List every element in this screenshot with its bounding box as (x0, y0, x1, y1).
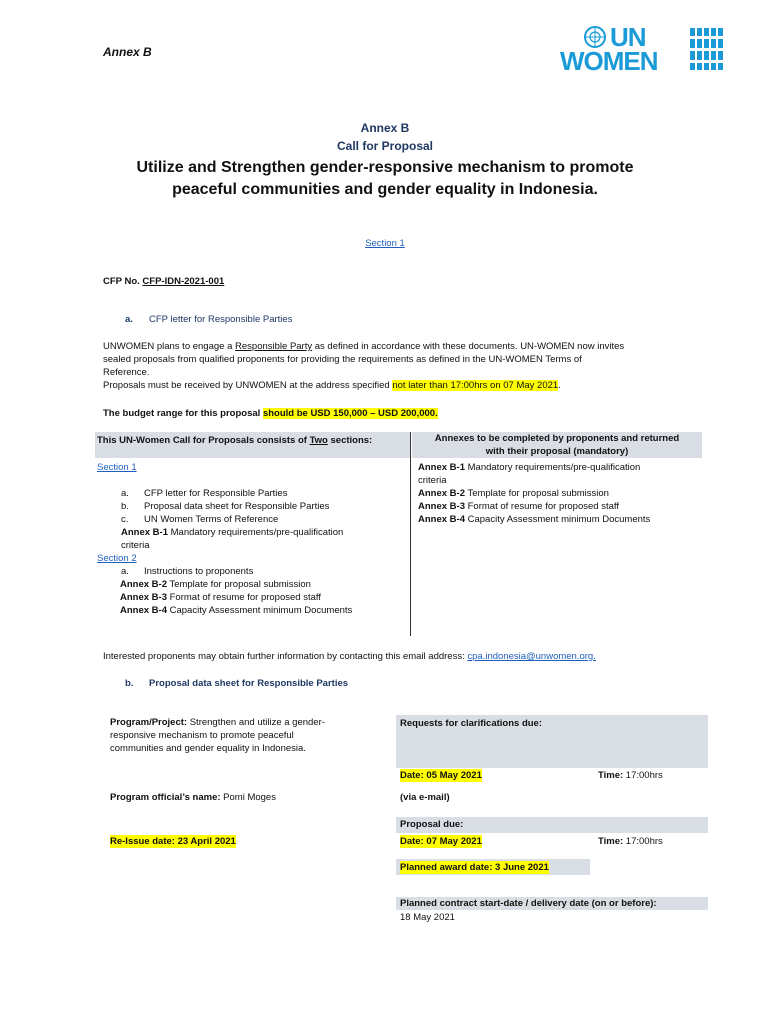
program-project: Program/Project: Strengthen and utilize a gender- responsive mechanism to promote peaceful communities and gender equality in Indonesia. (110, 717, 325, 754)
table-left-column: Section 1 a. CFP letter for Responsible Parties b. Proposal data sheet for Responsible Parties c. UN Women Terms of Reference Annex B-1 Mandatory requirements/pre-qualification criteria Section 2 a. Instructions to proponents Annex B-2 Template for proposal submission Annex B-3 Format of resume for proposed staff Annex B-4 Capacity Assessment minimum Documents (97, 461, 407, 617)
program-official: Program official’s name: Pomi Moges (110, 792, 276, 803)
contract-date-box: Planned contract start-date / delivery date (on or before): (396, 897, 708, 910)
contact-email-link[interactable]: cpa.indonesia@unwomen.org. (467, 651, 596, 662)
deadline-highlight: not later than 17:00hrs on 07 May 2021 (392, 380, 559, 391)
table-right-column: Annex B-1 Mandatory requirements/pre-qualification criteria Annex B-2 Template for proposal submission Annex B-3 Format of resume for proposed staff Annex B-4 Capacity Assessment minimum Documents (418, 461, 700, 526)
via-email: (via e-mail) (400, 792, 450, 803)
un-women-logo (560, 22, 725, 76)
clarifications-time: Time: 17:00hrs (598, 770, 663, 781)
list-item: c. UN Women Terms of Reference (121, 514, 279, 525)
page-title: Utilize and Strengthen gender-responsive mechanism to promote peaceful communities and gender equality in Indonesia. (136, 159, 634, 198)
clarifications-box: Requests for clarifications due: (396, 715, 708, 767)
annex-tag: Annex B (103, 45, 152, 59)
table-left-header: This UN-Women Call for Proposals consists of Two sections: (95, 432, 411, 458)
part-a-marker: a. (125, 314, 133, 325)
cfp-number: CFP No. CFP-IDN-2021-001 (103, 276, 225, 287)
part-b-marker: b. (125, 678, 134, 689)
proposal-due-date: Date: 07 May 2021 (400, 836, 482, 847)
planned-award-date: Planned award date: 3 June 2021 (400, 862, 549, 873)
clarifications-date: Date: 05 May 2021 (400, 770, 482, 781)
contact-line: Interested proponents may obtain further information by contacting this email address: cpa.indonesia@unwomen.org. (103, 651, 596, 662)
logo-un-text: UN (610, 22, 646, 52)
logo-bars-icon (688, 26, 725, 72)
contract-start-date: 18 May 2021 (400, 912, 455, 923)
table-divider (410, 432, 411, 636)
part-a-heading: CFP letter for Responsible Parties (149, 314, 293, 325)
list-item: Annex B-4 Capacity Assessment minimum Documents (418, 514, 651, 525)
proposal-due-time: Time: 17:00hrs (598, 836, 663, 847)
list-item: Annex B-3 Format of resume for proposed staff (120, 592, 321, 603)
title-call: Call for Proposal (336, 139, 434, 153)
list-item: Annex B-2 Template for proposal submission (418, 488, 609, 499)
list-item: Annex B-4 Capacity Assessment minimum Documents (120, 605, 353, 616)
responsible-party-link: Responsible Party (235, 341, 313, 352)
list-item: b. Proposal data sheet for Responsible Parties (121, 501, 330, 512)
budget-range: The budget range for this proposal should be USD 150,000 – USD 200,000. (103, 408, 438, 419)
title-annex: Annex B (360, 121, 410, 135)
list-item: a. Instructions to proponents (121, 566, 254, 577)
reissue-date: Re-Issue date: 23 April 2021 (110, 836, 236, 847)
list-item: a. CFP letter for Responsible Parties (121, 488, 288, 499)
logo-women-text: WOMEN (560, 46, 658, 76)
table-section-1-link[interactable]: Section 1 (97, 462, 137, 473)
part-b-heading: Proposal data sheet for Responsible Parties (149, 678, 349, 689)
table-section-2-link[interactable]: Section 2 (97, 553, 137, 564)
table-right-header: Annexes to be completed by proponents and returned with their proposal (mandatory) (412, 432, 702, 458)
list-item: Annex B-3 Format of resume for proposed staff (418, 501, 619, 512)
intro-paragraph: UNWOMEN plans to engage a Responsible Party as defined in accordance with these documents. UN-WOMEN now invites sealed proposals from qualified proponents for providing the requirements as defined in the UN-WOMEN Terms of Reference. Proposals must be received by UNWOMEN at the address specified not later than 17:00hrs on 07 May 2021. (103, 341, 625, 391)
section-1-link[interactable]: Section 1 (365, 238, 405, 249)
list-item: Annex B-2 Template for proposal submission (120, 579, 311, 590)
divider (396, 767, 708, 768)
proposal-due-box: Proposal due: (396, 817, 708, 833)
